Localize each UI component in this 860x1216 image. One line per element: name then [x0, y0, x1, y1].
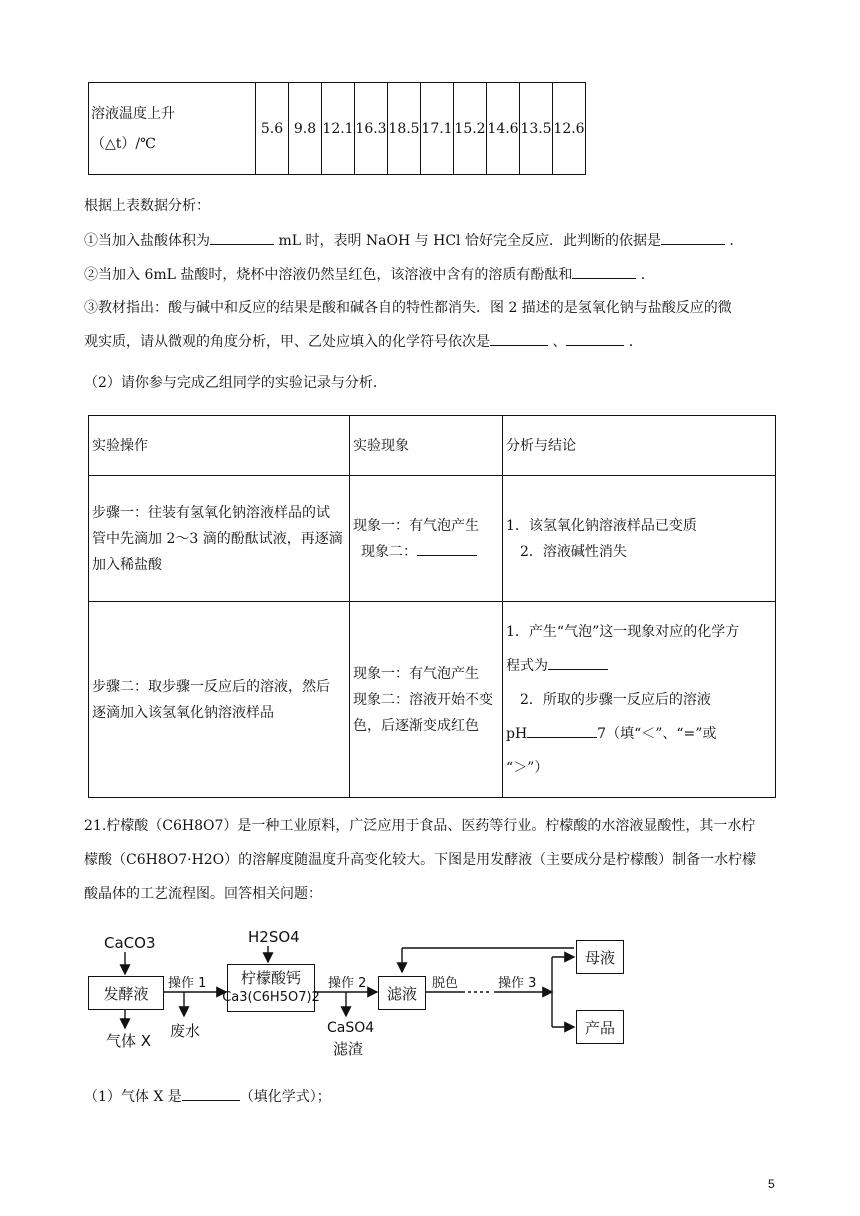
cell-line — [506, 717, 772, 751]
answer-blank[interactable] — [572, 264, 636, 279]
cell-line: 管中先滴加 2～3 滴的酚酞试液，再逐滴 — [92, 530, 343, 547]
ph-compare-text: 7（填“＜”、“=”或 — [597, 725, 717, 742]
product-box — [576, 1010, 624, 1044]
cell-line: 现象一：有气泡产生 — [353, 665, 479, 682]
q3-text-c: ． — [628, 334, 643, 350]
cell-line: 1．产生“气泡”这一现象对应的化学方 — [506, 623, 740, 640]
q3-text-a: 观实质，请从微观的角度分析，甲、乙处应填入的化学符号依次是 — [84, 334, 490, 350]
product-label: 产品 — [584, 1018, 615, 1037]
answer-blank[interactable] — [417, 541, 477, 556]
residue-label: 滤渣 — [333, 1040, 364, 1058]
cell-line: 现象一：有气泡产生 — [353, 517, 479, 534]
temp-value: 5.6 — [256, 83, 289, 175]
q21-line2: 檬酸（C6H8O7·H2O）的溶解度随温度升高变化较大。下图是用发酵液（主要成分是柠檬酸）制备一水柠檬 — [84, 852, 757, 868]
table-row — [89, 602, 776, 798]
step1-operation — [89, 476, 350, 602]
q3-text-b: 、 — [552, 334, 567, 350]
temp-value: 12.1 — [322, 83, 355, 175]
question-2 — [84, 264, 655, 285]
header-phenomenon: 实验现象 — [350, 416, 503, 476]
cell-line — [506, 649, 772, 683]
decolor-label: 脱色 — [432, 976, 459, 991]
cell-line: 加入稀盐酸 — [92, 556, 162, 573]
calcium-citrate-box — [222, 964, 320, 1012]
h2so4-label: H2SO4 — [248, 928, 300, 946]
experiment-table — [88, 415, 776, 798]
step1-conclusion — [503, 476, 776, 602]
cell-line: 步骤一：往装有氢氧化钠溶液样品的试 — [92, 504, 330, 521]
part-2-title: （2）请你参与完成乙组同学的实验记录与分析． — [84, 375, 387, 391]
temp-value: 12.6 — [553, 83, 586, 175]
header-conclusion: 分析与结论 — [503, 416, 776, 476]
temp-value: 13.5 — [520, 83, 553, 175]
temp-value: 16.3 — [355, 83, 388, 175]
temp-value: 9.8 — [289, 83, 322, 175]
sub1-text-b: （填化学式）； — [239, 1089, 331, 1105]
caco3-label: CaCO3 — [104, 934, 156, 952]
cell-line: 2．所取的步骤一反应后的溶液 — [520, 691, 711, 708]
temp-value: 15.2 — [454, 83, 487, 175]
operation-3-label: 操作 3 — [498, 976, 537, 991]
fermentation-label: 发酵液 — [103, 984, 149, 1003]
citrate-formula: Ca3(C6H5O7)2 — [222, 990, 320, 1005]
temp-value: 18.5 — [388, 83, 421, 175]
process-flow-diagram — [80, 924, 640, 1064]
cell-line: 现象二：溶液开始不变 — [353, 691, 493, 708]
page-number: 5 — [768, 1177, 775, 1191]
row-label — [89, 83, 256, 175]
answer-blank[interactable] — [566, 331, 624, 346]
waste-water-label: 废水 — [170, 1022, 201, 1040]
answer-blank[interactable] — [661, 230, 725, 245]
phenomenon-2-label: 现象二： — [361, 543, 417, 560]
answer-blank[interactable] — [490, 331, 548, 346]
filtrate-label: 滤液 — [386, 984, 417, 1003]
cell-line — [353, 539, 499, 565]
q1-text-a: ①当加入盐酸体积为 — [84, 233, 210, 249]
q1-text-c: ． — [729, 233, 744, 249]
answer-blank[interactable] — [548, 655, 608, 670]
answer-blank[interactable] — [210, 230, 274, 245]
fermentation-liquid-box — [88, 976, 164, 1010]
citrate-label: 柠檬酸钙 — [240, 969, 301, 987]
cell-line: 1．该氢氧化钠溶液样品已变质 — [506, 517, 697, 534]
q21-line3: 酸晶体的工艺流程图。回答相关问题： — [84, 886, 322, 902]
step2-operation — [89, 602, 350, 798]
row-label-line2: （△t）/℃ — [91, 135, 156, 152]
sub1-text-a: （1）气体 X 是 — [84, 1089, 182, 1105]
mother-liquor-label: 母液 — [584, 948, 615, 967]
mother-liquor-box — [576, 940, 624, 974]
answer-blank[interactable] — [182, 1086, 240, 1101]
cell-line: “＞”） — [506, 759, 549, 776]
operation-1-label: 操作 1 — [168, 976, 207, 991]
q2-text-b: ． — [640, 267, 655, 283]
question-1 — [84, 230, 743, 251]
cell-line: 色，后逐渐变成红色 — [353, 717, 479, 734]
step2-conclusion — [503, 602, 776, 798]
q2-text-a: ②当加入 6mL 盐酸时，烧杯中溶液仍然呈红色，该溶液中含有的溶质有酚酞和 — [84, 267, 573, 283]
step1-phenomenon — [350, 476, 503, 602]
temp-value: 17.1 — [421, 83, 454, 175]
analysis-intro: 根据上表数据分析： — [84, 198, 210, 214]
cell-line: 逐滴加入该氢氧化钠溶液样品 — [92, 704, 274, 721]
q21-line1: 21.柠檬酸（C6H8O7）是一种工业原料，广泛应用于食品、医药等行业。柠檬酸的水溶液显酸性，其一水柠 — [84, 818, 756, 834]
cell-line: 2．溶液碱性消失 — [520, 543, 627, 560]
filtrate-box — [378, 976, 426, 1010]
caso4-label: CaSO4 — [327, 1020, 375, 1036]
q1-text-b: mL 时，表明 NaOH 与 HCl 恰好完全反应．此判断的依据是 — [278, 233, 661, 249]
cell-line: 步骤二：取步骤一反应后的溶液，然后 — [92, 678, 330, 695]
table-header-row — [89, 416, 776, 476]
question-3-line2 — [84, 331, 643, 352]
sub-question-1 — [84, 1086, 331, 1107]
answer-blank[interactable] — [527, 723, 597, 738]
ph-label: pH — [506, 725, 528, 742]
equation-label: 程式为 — [506, 657, 548, 674]
temp-value: 14.6 — [487, 83, 520, 175]
row-label-line1: 溶液温度上升 — [91, 105, 175, 122]
table-row — [89, 83, 586, 175]
table-row — [89, 476, 776, 602]
question-3-line1: ③教材指出：酸与碱中和反应的结果是酸和碱各自的特性都消失．图 2 描述的是氢氧化钠与盐酸反应的微 — [84, 300, 732, 316]
step2-phenomenon — [350, 602, 503, 798]
header-operation: 实验操作 — [89, 416, 350, 476]
operation-2-label: 操作 2 — [328, 976, 367, 991]
gas-x-label: 气体 X — [106, 1032, 152, 1050]
temperature-table — [88, 82, 586, 175]
